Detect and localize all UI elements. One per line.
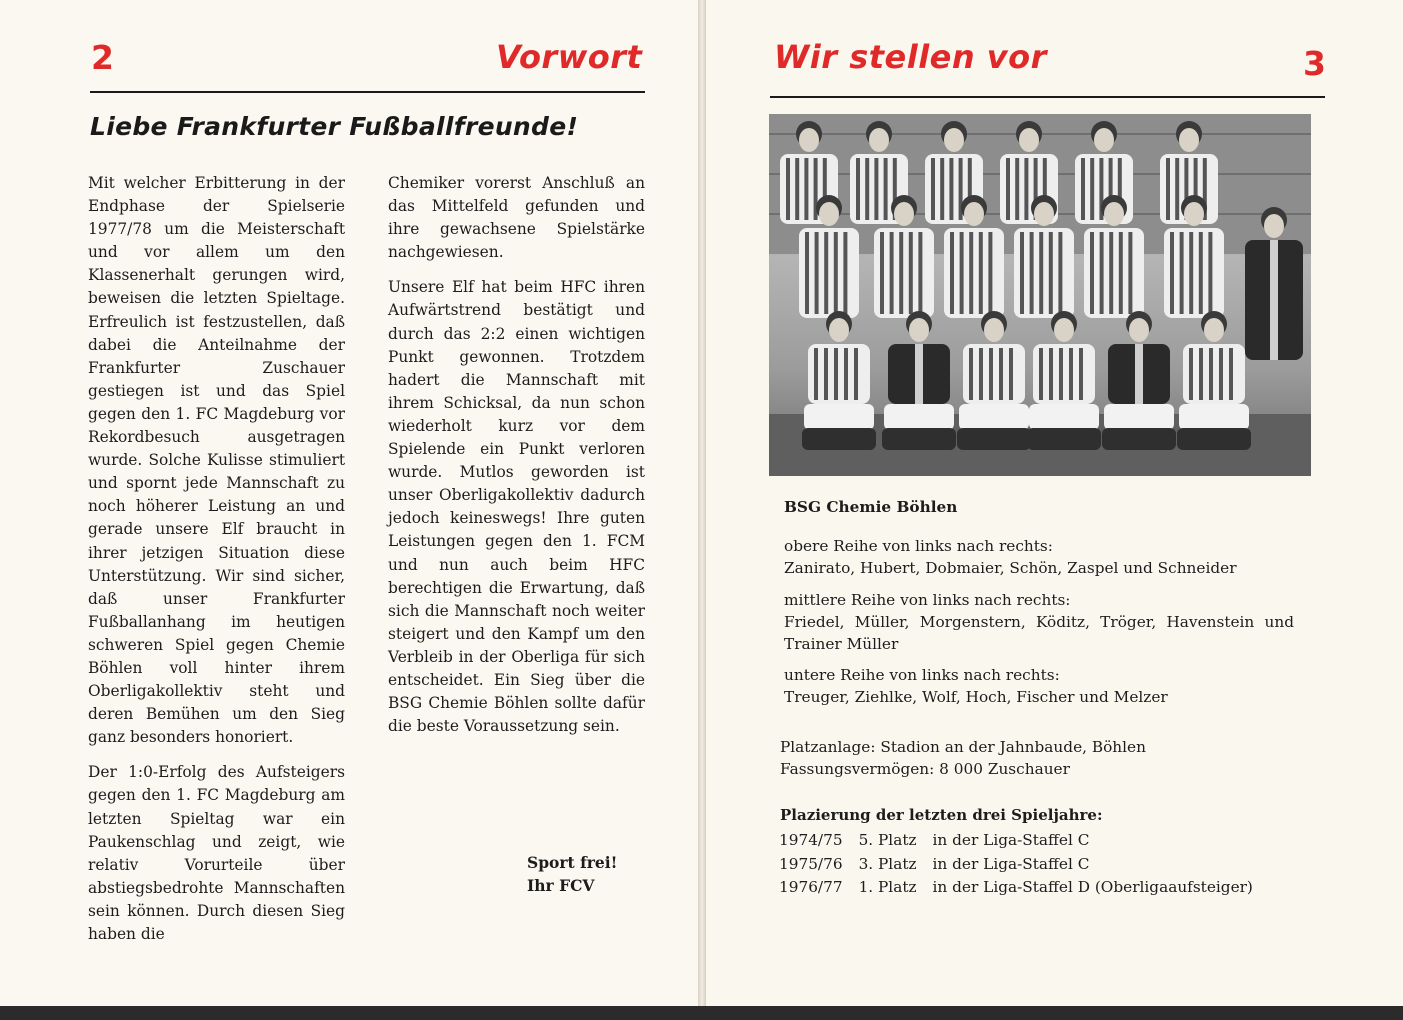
venue-info (780, 736, 1146, 780)
row-caption-middle (784, 589, 1294, 655)
table-row (779, 876, 1253, 900)
place-cell: 1. Platz (858, 878, 917, 896)
player-figure (957, 311, 1031, 450)
table-row (779, 829, 1253, 853)
table-row (779, 853, 1253, 877)
row-label: mittlere Reihe von links nach rechts: (784, 591, 1071, 609)
league-cell: in der Liga-Staffel C (932, 854, 1090, 873)
row-names: Zanirato, Hubert, Dobmaier, Schön, Zaspel und Schneider (784, 559, 1237, 577)
paragraph: Unsere Elf hat beim HFC ihren Aufwärtstrend bestätigt und durch das 2:2 einen wichtigen Punkt gewonnen. Trotzdem hadert die Mannschaft mit ihrem Schicksal, da nun schon wiederholt kurz vor dem Spielende ein Punkt verloren wurde. Mutlos geworden ist unser Oberligakollektiv dadurch jedoch keineswegs! Ihre guten Leistungen gegen den 1. FCM und nun auch beim HFC berechtigen die Erwartung, daß sich die Mannschaft noch weiter steigert und den Kampf um den Verbleib in der Oberliga für sich entscheidet. Ein Sieg über die BSG Chemie Böhlen sollte dafür die beste Voraussetzung sein. (388, 278, 645, 736)
text-column-1 (88, 172, 345, 958)
placings-title: Plazierung der letzten drei Spieljahre: (780, 806, 1103, 824)
page-number-right: 3 (1303, 44, 1326, 83)
signoff (527, 851, 617, 897)
page-number-left: 2 (91, 38, 114, 77)
place-cell: 3. Platz (858, 854, 917, 873)
paragraph: Chemiker vorerst Anschluß an das Mittelfeld gefunden und ihre gewachsene Spielstärke nachgewiesen. (388, 174, 645, 262)
player-figure (1027, 311, 1101, 450)
row-label: obere Reihe von links nach rechts: (784, 537, 1053, 555)
player-figure (802, 311, 876, 450)
season-cell: 1976/77 (779, 878, 843, 896)
text-column-2 (388, 172, 645, 750)
scan-edge (0, 1006, 1403, 1020)
season-cell: 1975/76 (779, 854, 843, 873)
player-figure (1102, 311, 1176, 450)
player-figure (1177, 311, 1251, 450)
section-heading-wir-stellen-vor: Wir stellen vor (774, 38, 1047, 76)
capacity: Fassungsvermögen: 8 000 Zuschauer (780, 760, 1070, 778)
placings-table (779, 829, 1253, 900)
place-cell: 5. Platz (858, 831, 917, 849)
row-names: Friedel, Müller, Morgenstern, Köditz, Tröger, Havenstein und Trainer Müller (784, 613, 1294, 653)
row-caption-bottom (784, 664, 1168, 708)
signoff-line: Sport frei! (527, 853, 618, 872)
section-heading-vorwort: Vorwort (496, 38, 643, 76)
paragraph: Mit welcher Erbitterung in der Endphase der Spielserie 1977/78 um die Meisterschaft und vor allem um den Klassenerhalt gerungen wird, beweisen die letzten Spieltage. Erfreulich ist festzustellen, daß dabei die Anteilnahme der Frankfurter Zuschauer gestiegen ist und das Spiel gegen den 1. FC Magdeburg vor Rekordbesuch ausgetragen wurde. Solche Kulisse stimuliert und spornt jede Mannschaft zu noch höherer Leistung an und gerade unsere Elf braucht in ihrer jetzigen Situation diese Unterstützung. Wir sind sicher, daß unser Frankfurter Fußballanhang im heutigen schweren Spiel gegen Chemie Böhlen voll hinter ihrem Oberligakollektiv steht und deren Bemühen um den Sieg ganz besonders honoriert. (88, 174, 345, 747)
row-label: untere Reihe von links nach rechts: (784, 666, 1060, 684)
row-names: Treuger, Ziehlke, Wolf, Hoch, Fischer und Melzer (784, 688, 1168, 706)
heading-rule-right (770, 96, 1325, 98)
signoff-line: Ihr FCV (527, 876, 595, 895)
paragraph: Der 1:0-Erfolg des Aufsteigers gegen den 1. FC Magdeburg am letzten Spieltag war ein Paukenschlag und zeigt, wie relativ Vorurteile über abstiegsbedrohte Mannschaften sein können. Durch diesen Sieg haben die (88, 763, 345, 943)
league-cell: in der Liga-Staffel D (Oberligaaufsteiger) (932, 878, 1253, 896)
heading-rule-left (90, 91, 645, 93)
team-photo-illustration (769, 114, 1311, 476)
venue: Platzanlage: Stadion an der Jahnbaude, Böhlen (780, 738, 1146, 756)
row-caption-top (784, 535, 1237, 579)
league-cell: in der Liga-Staffel C (932, 831, 1090, 849)
team-name: BSG Chemie Böhlen (784, 498, 958, 516)
season-cell: 1974/75 (779, 831, 843, 849)
page-fold (698, 0, 706, 1020)
player-figure (882, 311, 956, 450)
team-photo (769, 114, 1311, 476)
article-headline: Liebe Frankfurter Fußballfreunde! (90, 112, 579, 141)
